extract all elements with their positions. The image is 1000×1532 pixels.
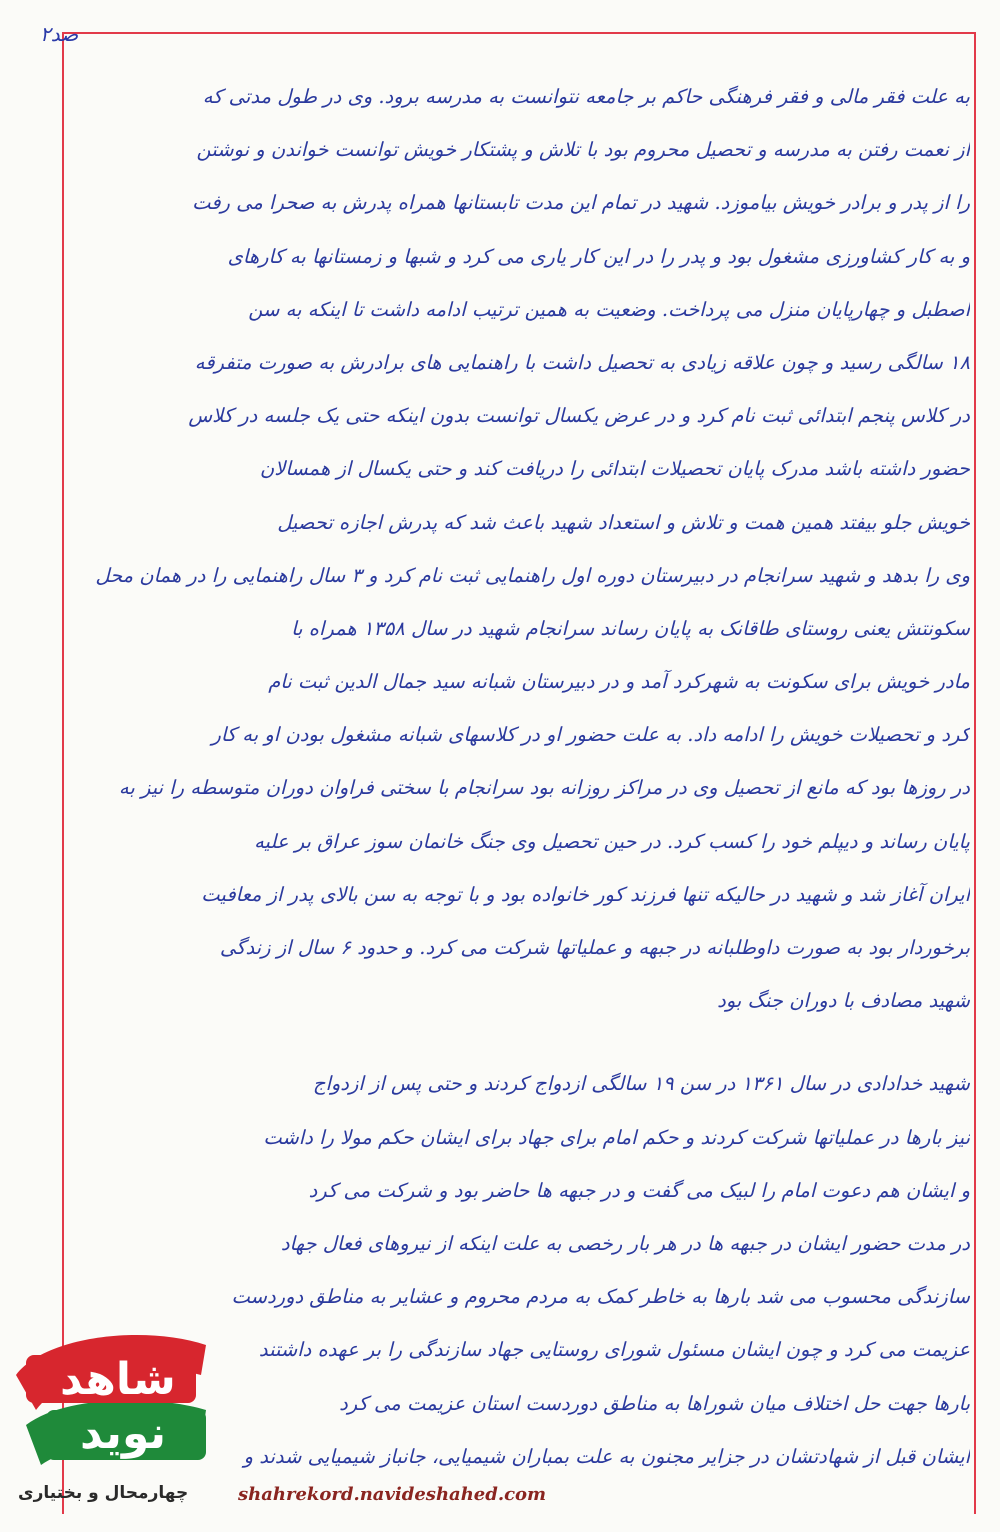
text-line: بارها جهت حل اختلاف میان شوراها به مناطق دوردست استان عزیمت می کرد bbox=[339, 1391, 970, 1415]
text-line: و به کار کشاورزی مشغول بود و پدر را در این کار یاری می کرد و شبها و زمستانها به کارهای bbox=[227, 244, 970, 268]
text-line: را از پدر و برادر خویش بیاموزد. شهید در تمام این مدت تابستانها همراه پدرش به صحرا می رفت bbox=[192, 191, 970, 215]
text-line: در مدت حضور ایشان در جبهه ها در هر بار رخصی به علت اینکه از نیروهای فعال جهاد bbox=[280, 1231, 970, 1255]
website-url: shahrekord.navideshahed.com bbox=[238, 1484, 547, 1505]
text-line: سکونتش یعنی روستای طاقانک به پایان رساند سرانجام شهید در سال ۱۳۵۸ همراه با bbox=[291, 616, 970, 640]
text-line: ایشان قبل از شهادتشان در جزایر مجنون به علت بمباران شیمیایی، جانباز شیمیایی شدند و bbox=[243, 1444, 970, 1468]
page-number: صد۲ bbox=[40, 22, 79, 46]
text-line: در روزها بود که مانع از تحصیل وی در مراکز روزانه بود سرانجام با سختی فراوان دوران متوسطه را نیز به bbox=[118, 776, 970, 800]
text-line: ۱۸ سالگی رسید و چون علاقه زیادی به تحصیل داشت با راهنمایی های برادرش به صورت متفرقه bbox=[194, 350, 970, 374]
text-line: عزیمت می کرد و چون ایشان مسئول شورای روستایی جهاد سازندگی را بر عهده داشتند bbox=[258, 1338, 970, 1362]
text-line: و ایشان هم دعوت امام را لبیک می گفت و در جبهه ها حاضر بود و شرکت می کرد bbox=[308, 1178, 970, 1202]
text-line: به علت فقر مالی و فقر فرهنگی حاکم بر جامعه نتوانست به مدرسه برود. وی در طول مدتی که bbox=[202, 85, 970, 108]
logo-word-shahed: شاهد bbox=[60, 1354, 176, 1405]
text-line: سازندگی محسوب می شد بارها به خاطر کمک به مردم محروم و عشایر به مناطق دوردست bbox=[231, 1285, 970, 1309]
text-line: شهید مصادف با دوران جنگ بود bbox=[717, 989, 970, 1013]
text-line: حضور داشته باشد مدرک پایان تحصیلات ابتدائی را دریافت کند و حتی یکسال از همسالان bbox=[259, 457, 970, 481]
text-line: مادر خویش برای سکونت به شهرکرد آمد و در دبیرستان شبانه سید جمال الدین ثبت نام bbox=[268, 670, 970, 694]
text-line: پایان رساند و دیپلم خود را کسب کرد. در حین تحصیل وی جنگ خانمان سوز عراق بر علیه bbox=[254, 829, 970, 853]
text-line: خویش جلو بیفتد همین همت و تلاش و استعداد شهید باعث شد که پدرش اجازه تحصیل bbox=[277, 510, 970, 534]
province-name: چهارمحال و بختیاری bbox=[18, 1483, 189, 1503]
text-line: وی را بدهد و شهید سرانجام در دبیرستان دوره اول راهنمایی ثبت نام کرد و ۳ سال راهنمایی را در همان محل bbox=[95, 563, 970, 587]
logo-word-navid: نوید bbox=[80, 1408, 167, 1459]
text-line: اصطبل و چهارپایان منزل می پرداخت. وضعیت به همین ترتیب ادامه داشت تا اینکه به سن bbox=[248, 297, 970, 321]
text-line: برخوردار بود به صورت داوطلبانه در جبهه و عملیاتها شرکت می کرد. و حدود ۶ سال از زندگی bbox=[219, 936, 970, 959]
text-line: نیز بارها در عملیاتها شرکت کردند و حکم امام برای جهاد برای ایشان حکم مولا را داشت bbox=[263, 1125, 970, 1149]
handwritten-text-block bbox=[70, 70, 970, 1483]
text-line: کرد و تحصیلات خویش را ادامه داد. به علت حضور او در کلاسهای شبانه مشغول بودن او به کار bbox=[211, 723, 970, 747]
text-line: از نعمت رفتن به مدرسه و تحصیل محروم بود با تلاش و پشتکار خویش توانست خواندن و نوشتن bbox=[196, 138, 970, 162]
text-line: ایران آغاز شد و شهید در حالیکه تنها فرزند کور خانواده بود و با توجه به سن بالای پدر از معافیت bbox=[201, 882, 970, 906]
text-line: در کلاس پنجم ابتدائی ثبت نام کرد و در عرض یکسال توانست بدون اینکه حتی یک جلسه در کلاس bbox=[188, 404, 970, 428]
text-line: شهید خدادادی در سال ۱۳۶۱ در سن ۱۹ سالگی ازدواج کردند و حتی پس از ازدواج bbox=[312, 1072, 970, 1096]
